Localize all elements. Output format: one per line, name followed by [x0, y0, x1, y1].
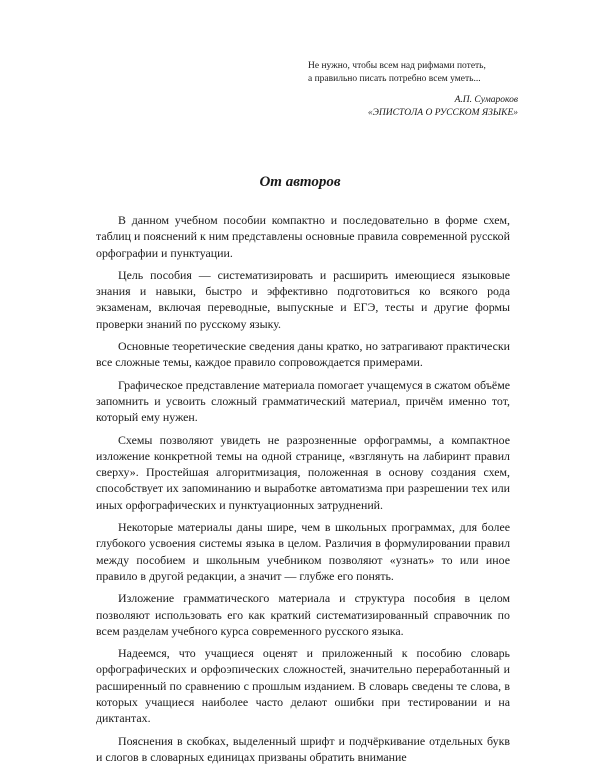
epigraph-source: «ЭПИСТОЛА О РУССКОМ ЯЗЫКЕ» [367, 108, 518, 118]
paragraph: Основные теоретические сведения даны кратко, но затрагивают практически все сложные темы, каждое правило сопровождается примерами. [96, 339, 510, 370]
paragraph: Цель пособия — систематизировать и расширить имеющиеся языковые знания и навыки, быстро и эффективно подготовиться ко всякого рода экзаменам, включая переводные, выпускные и ЕГЭ, тесты и другие формы проверки знаний по русскому языку. [96, 267, 510, 331]
paragraph: Пояснения в скобках, выделенный шрифт и подчёркивание отдельных букв и слогов в словарных единицах призваны обратить внимание [96, 733, 510, 764]
epigraph [308, 60, 518, 120]
body-text [96, 212, 510, 771]
paragraph: Надеемся, что учащиеся оценят и приложенный к пособию словарь орфографических и орфоэпических сложностей, значительно переработанный и расширенный по сравнению с прошлым изданием. В словарь сведены те слова, в которых учащиеся наиболее часто делают ошибки при тестировании и на диктантах. [96, 646, 510, 726]
paragraph: Некоторые материалы даны шире, чем в школьных программах, для более глубокого усвоения системы языка в целом. Различия в формулировании правил между пособием и школьным учебником позволяют «узнать» то или иное правило в другой редакции, а значит — глубже его понять. [96, 520, 510, 583]
paragraph: В данном учебном пособии компактно и последовательно в форме схем, таблиц и пояснений к ним представлены основные правила современной русской орфографии и пунктуации. [96, 213, 510, 260]
epigraph-line: а правильно писать потребно всем уметь... [308, 74, 481, 84]
section-heading: От авторов [259, 174, 341, 190]
epigraph-line: Не нужно, чтобы всем над рифмами потеть, [308, 61, 486, 71]
paragraph: Схемы позволяют увидеть не разрозненные орфограммы, а компактное изложение конкретной темы на одной странице, «взглянуть на лабиринт правил сверху». Простейшая алгоритмизация, положенная в основу создания схем, способствует их запоминанию и выработке автоматизма при разрешении тех или иных орфографических и пунктуационных затруднений. [96, 432, 510, 512]
epigraph-author: А.П. Сумароков [454, 95, 518, 105]
epigraph-attribution [308, 94, 518, 120]
paragraph: Графическое представление материала помогает учащемуся в сжатом объёме запомнить и усвоить сложный грамматический материал, причём именно тот, который ему нужен. [96, 377, 510, 425]
paragraph: Изложение грамматического материала и структура пособия в целом позволяют использовать его как краткий систематизированный справочник по всем разделам учебного курса современного русского языка. [96, 591, 510, 638]
